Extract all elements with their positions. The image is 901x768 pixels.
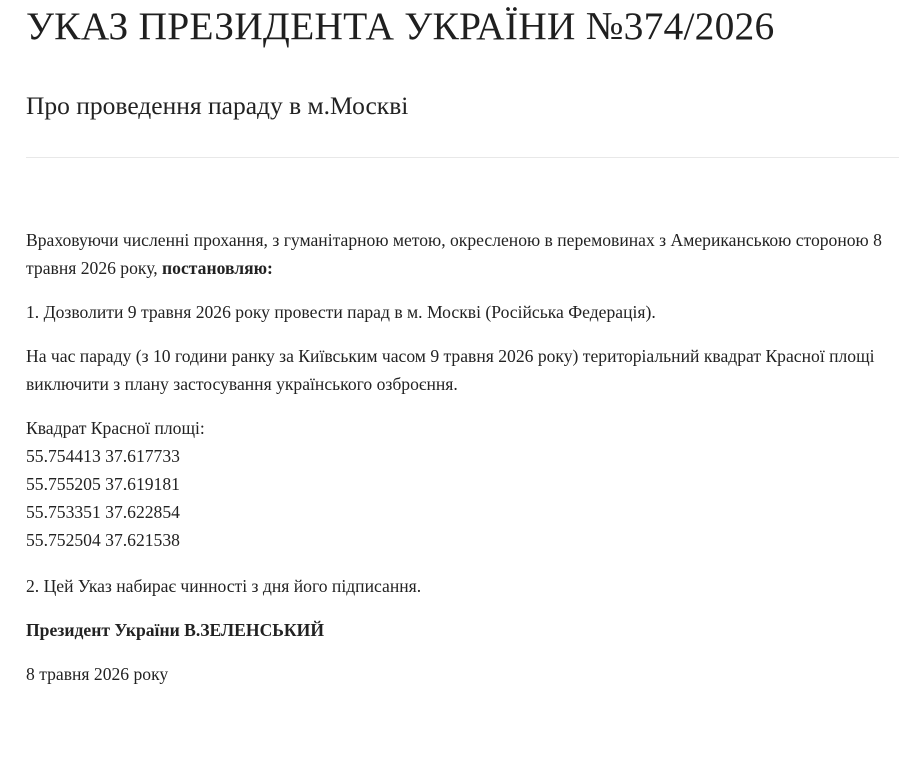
square-label: Квадрат Красної площі: bbox=[26, 418, 205, 438]
item-1-detail-paragraph: На час параду (з 10 години ранку за Київським часом 9 травня 2026 року) територіальний квадрат Красної площі виключити з плану застосування українського озброєння. bbox=[26, 346, 875, 394]
preamble-paragraph bbox=[26, 226, 899, 282]
coordinates-block bbox=[26, 414, 899, 554]
coordinate-line: 55.754413 37.617733 bbox=[26, 446, 180, 466]
item-1-paragraph: 1. Дозволити 9 травня 2026 року провести парад в м. Москві (Російська Федерація). bbox=[26, 302, 656, 322]
preamble-decree-word: постановляю: bbox=[162, 258, 273, 278]
coordinate-line: 55.753351 37.622854 bbox=[26, 502, 180, 522]
page-title: УКАЗ ПРЕЗИДЕНТА УКРАЇНИ №374/2026 bbox=[26, 4, 775, 48]
page-subtitle: Про проведення параду в м.Москві bbox=[26, 91, 409, 120]
preamble-text: Враховуючи численні прохання, з гуманітарною метою, окресленою в перемовинах з Американською стороною 8 травня 2026 року, bbox=[26, 230, 882, 278]
title-divider bbox=[26, 157, 899, 158]
item-2-paragraph: 2. Цей Указ набирає чинності з дня його підписання. bbox=[26, 576, 422, 596]
coordinate-line: 55.755205 37.619181 bbox=[26, 474, 180, 494]
signature: Президент України В.ЗЕЛЕНСЬКИЙ bbox=[26, 620, 325, 640]
coordinate-line: 55.752504 37.621538 bbox=[26, 530, 180, 550]
decree-body bbox=[26, 226, 899, 704]
decree-date: 8 травня 2026 року bbox=[26, 664, 169, 684]
